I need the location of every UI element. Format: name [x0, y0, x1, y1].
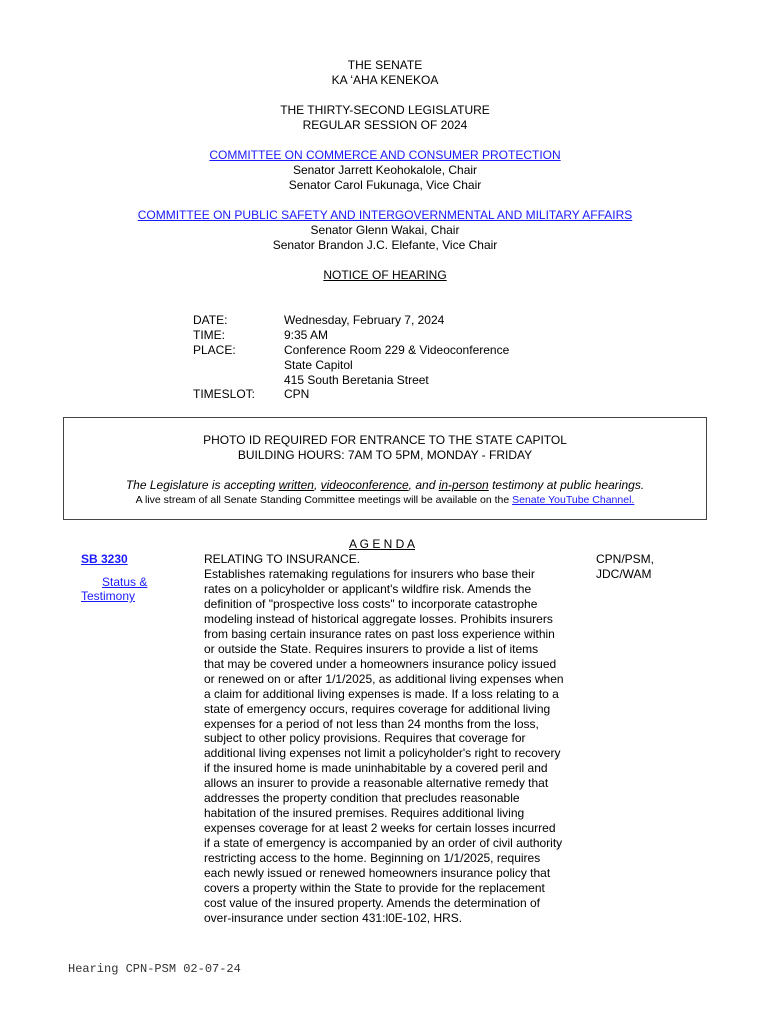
bill-description-line: each newly issued or renewed homeowners insurance policy that	[204, 866, 551, 881]
bill-description-line: a claim for additional living expenses is made. If a loss relating to a	[204, 686, 559, 701]
bill-description-line: covers a property within the State to provide for the replacement	[204, 881, 545, 896]
time-label: TIME:	[193, 328, 225, 342]
notice-box	[63, 417, 707, 520]
youtube-channel-link[interactable]: Senate YouTube Channel.	[512, 494, 635, 506]
testimony-notice	[64, 478, 706, 493]
senate-title: THE SENATE	[347, 58, 423, 72]
status-testimony-link-1[interactable]: Status &	[102, 575, 148, 589]
bill-description-line: Establishes ratemaking regulations for insurers who base their	[204, 567, 535, 581]
bill-description-line: expenses for a period of not less than 24 months from the loss,	[204, 716, 539, 731]
bill-description-line: state of emergency occurs, requires coverage for additional living	[204, 701, 551, 716]
place-line-2: State Capitol	[284, 358, 353, 372]
committee-2-link[interactable]: COMMITTEE ON PUBLIC SAFETY AND INTERGOVERNMENTAL AND MILITARY AFFAIRS	[137, 208, 633, 222]
legislature-title: THE THIRTY-SECOND LEGISLATURE	[280, 103, 490, 117]
live-stream-text: A live stream of all Senate Standing Committee meetings will be available on the	[135, 494, 513, 506]
referral-line-1: CPN/PSM,	[596, 552, 655, 566]
bill-description-line: or outside the State. Requires insurers to provide a list of items	[204, 641, 539, 656]
page-footer: Hearing CPN-PSM 02-07-24	[68, 962, 241, 976]
bill-description-line: cost value of the insured property. Amends the determination of	[204, 895, 540, 910]
testimony-videoconference: videoconference	[320, 478, 409, 492]
bill-description-line: allows an insurer to provide a reasonable alternative remedy that	[204, 776, 549, 791]
bill-description-line: from basing certain insurance rates on past loss experience within	[204, 626, 555, 641]
bill-description-line: definition of "prospective loss costs" to incorporate catastrophe	[204, 596, 538, 611]
committee-2-chair: Senator Glenn Wakai, Chair	[310, 223, 460, 237]
bill-description-line: subject to other policy provisions. Requires that coverage for	[204, 731, 526, 746]
testimony-sep-1: ,	[313, 478, 321, 492]
bill-title: RELATING TO INSURANCE.	[204, 552, 361, 566]
testimony-suffix: testimony at public hearings.	[488, 478, 645, 492]
building-hours: BUILDING HOURS: 7AM TO 5PM, MONDAY - FRIDAY	[237, 448, 533, 462]
bill-description-line: over-insurance under section 431:l0E-102, HRS.	[204, 910, 463, 925]
place-line-1: Conference Room 229 & Videoconference	[284, 343, 510, 357]
session-title: REGULAR SESSION OF 2024	[302, 118, 468, 132]
committee-1-link[interactable]: COMMITTEE ON COMMERCE AND CONSUMER PROTECTION	[209, 148, 561, 162]
testimony-written: written	[278, 478, 314, 492]
timeslot-label: TIMESLOT:	[193, 387, 256, 401]
bill-number-link[interactable]: SB 3230	[81, 552, 128, 566]
bill-description-line: addresses the property condition that precludes reasonable	[204, 791, 520, 806]
bill-description-line: additional living expenses not limit a policyholder's right to recovery	[204, 746, 561, 761]
referral-line-2: JDC/WAM	[596, 567, 652, 581]
bill-description-line: expenses coverage for at least 2 weeks for certain losses incurred	[204, 821, 556, 836]
bill-description-line: if the insured home is made uninhabitable by a covered peril and	[204, 761, 548, 776]
status-testimony-link-2[interactable]: Testimony	[81, 589, 136, 603]
place-label: PLACE:	[193, 343, 236, 357]
date-value: Wednesday, February 7, 2024	[284, 313, 445, 327]
committee-1	[0, 148, 770, 163]
bill-description-line: if a state of emergency is accompanied by an order of civil authority	[204, 836, 563, 851]
bill-description-line: restricting access to the home. Beginning on 1/1/2025, requires	[204, 851, 541, 866]
committee-1-chair: Senator Jarrett Keohokalole, Chair	[292, 163, 478, 177]
notice-title-text: NOTICE OF HEARING	[323, 268, 447, 282]
place-line-3: 415 South Beretania Street	[284, 373, 429, 387]
senate-hawaiian-title: KA ʻAHA KENEKOA	[331, 73, 439, 87]
notice-title	[0, 268, 770, 283]
bill-description-line: that may be covered under a homeowners insurance policy issued	[204, 656, 557, 671]
bill-description-line: rates on a policyholder or applicant's wildfire risk. Amends the	[204, 581, 532, 596]
bill-description-line: or renewed on or after 1/1/2025, as additional living expenses when	[204, 671, 564, 686]
committee-2	[0, 208, 770, 223]
agenda-title-text: A G E N D A	[349, 537, 416, 551]
committee-2-vice-chair: Senator Brandon J.C. Elefante, Vice Chair	[272, 238, 498, 252]
timeslot-value: CPN	[284, 387, 310, 401]
bill-description-line: habitation of the insured premises. Requires additional living	[204, 806, 525, 821]
bill-description	[204, 567, 586, 926]
live-stream-notice	[64, 493, 706, 508]
testimony-sep-2: , and	[408, 478, 439, 492]
date-label: DATE:	[193, 313, 228, 327]
committee-1-vice-chair: Senator Carol Fukunaga, Vice Chair	[288, 178, 482, 192]
bill-description-line: modeling instead of historical aggregate losses. Prohibits insurers	[204, 611, 553, 626]
agenda-title	[349, 537, 415, 552]
testimony-in-person: in-person	[438, 478, 489, 492]
time-value: 9:35 AM	[284, 328, 329, 342]
photo-id-notice: PHOTO ID REQUIRED FOR ENTRANCE TO THE STATE CAPITOL	[203, 433, 567, 447]
testimony-prefix: The Legislature is accepting	[125, 478, 279, 492]
